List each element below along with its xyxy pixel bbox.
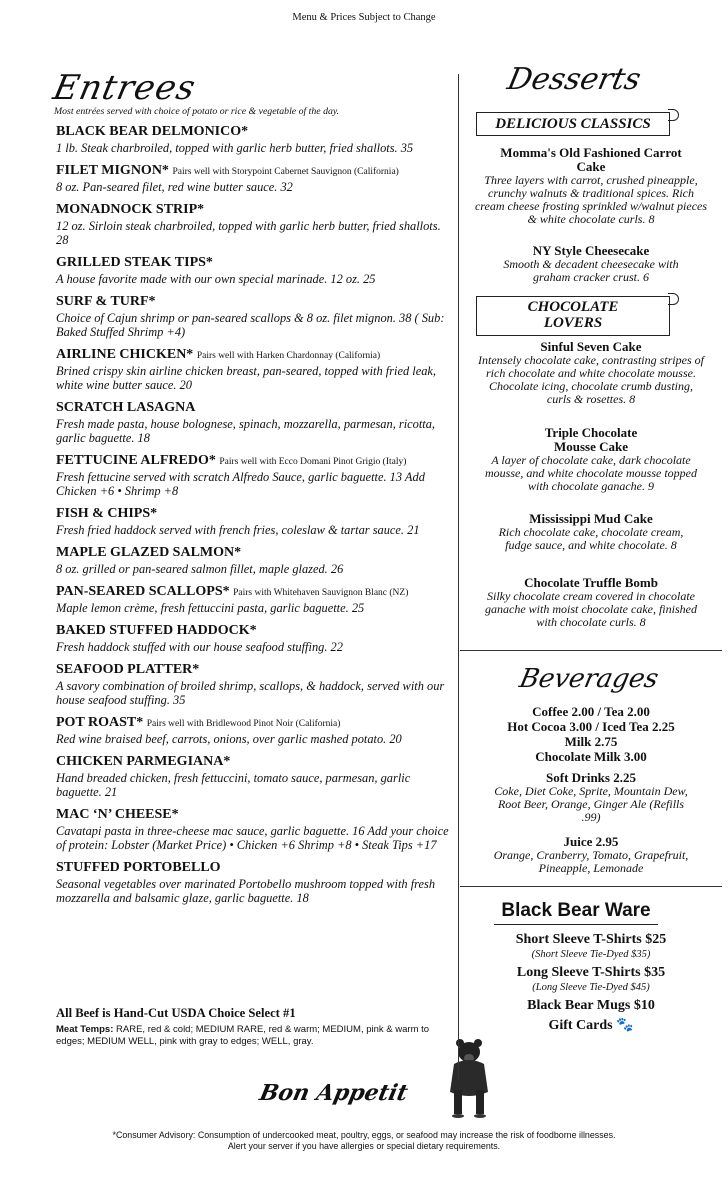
menu-item: PAN-SEARED SCALLOPS* Pairs with Whitehaven Sauvignon Blanc (NZ) Maple lemon crème, fresh fettuccini pasta, garlic baguette. 25 (56, 584, 409, 615)
menu-item: POT ROAST* Pairs well with Bridlewood Pinot Noir (California) Red wine braised beef, carrots, onions, over garlic mashed potato. 20 (56, 715, 402, 746)
paw-print-icon: 🐾 (616, 1018, 634, 1033)
menu-item: BLACK BEAR DELMONICO* 1 lb. Steak charbroiled, topped with garlic herb butter, fried shallots. 35 (56, 124, 414, 155)
dessert-item: Momma's Old Fashioned Carrot Cake Three layers with carrot, crushed pineapple, crunchy walnuts & traditional spices. Rich cream cheese frosting sprinkled w/walnut pieces & white chocolate curls. 8 (474, 145, 708, 226)
column-divider (458, 74, 459, 1080)
chocolate-lovers-banner: CHOCOLATE LOVERS (476, 296, 670, 336)
consumer-advisory: *Consumer Advisory: Consumption of undercooked meat, poultry, eggs, or seafood may increase the risk of foodborne illnesses. Alert your server if you have allergies or special dietary requirements. (112, 1130, 616, 1151)
section-divider (460, 886, 722, 887)
ware-list: Short Sleeve T-Shirts $25 (Short Sleeve Tie-Dyed $35) Long Sleeve T-Shirts $35 (Long Sleeve Tie-Dyed $45) Black Bear Mugs $10 Gift Cards 🐾 (515, 932, 667, 1033)
entrees-title: Entrees (49, 68, 200, 108)
price-change-note: Menu & Prices Subject to Change (292, 12, 436, 23)
ware-title: Black Bear Ware (494, 900, 658, 925)
bon-appetit: Bon Appetit (257, 1080, 411, 1106)
dessert-item: Sinful Seven Cake Intensely chocolate cake, contrasting stripes of rich chocolate and white chocolate mousse. Chocolate icing, chocolate crumb dusting, curls & rosettes. 8 (478, 339, 704, 406)
menu-item: BAKED STUFFED HADDOCK* Fresh haddock stuffed with our house seafood stuffing. 22 (56, 623, 343, 654)
beverage-line: Coffee 2.00 / Tea 2.00 (532, 704, 650, 719)
dessert-item: Chocolate Truffle Bomb Silky chocolate cream covered in chocolate ganache with moist chocolate cake, finished with chocolate curls. 8 (485, 575, 697, 629)
beverage-list (464, 704, 718, 764)
dessert-item: NY Style Cheesecake Smooth & decadent cheesecake with graham cracker crust. 6 (503, 243, 679, 284)
classics-banner: DELICIOUS CLASSICS (476, 112, 670, 136)
menu-item: SEAFOOD PLATTER* A savory combination of broiled shrimp, scallops, & haddock, served with our house seafood stuffing. 35 (56, 662, 445, 707)
menu-item: MONADNOCK STRIP* 12 oz. Sirloin steak charbroiled, topped with garlic herb butter, fried shallots. 28 (56, 202, 441, 247)
beverage-line: Hot Cocoa 3.00 / Iced Tea 2.25 (507, 719, 675, 734)
entrees-subtitle: Most entrées served with choice of potato or rice & vegetable of the day. (54, 106, 340, 117)
beverage-line: Milk 2.75 (564, 734, 618, 749)
bear-illustration-icon (444, 1030, 494, 1120)
beverages-title: Beverages (516, 664, 662, 694)
dessert-item: Mississippi Mud Cake Rich chocolate cake, chocolate cream, fudge sauce, and white chocolate. 8 (498, 511, 684, 552)
soft-drinks: Soft Drinks 2.25 Coke, Diet Coke, Sprite, Mountain Dew, Root Beer, Orange, Ginger Ale (Refills .99) (494, 770, 688, 824)
menu-item: CHICKEN PARMEGIANA* Hand breaded chicken, fresh fettuccini, tomato sauce, parmesan, garlic baguette. 21 (56, 754, 411, 799)
meat-temps: Meat Temps: RARE, red & cold; MEDIUM RARE, red & warm; MEDIUM, pink & warm to edges; MEDIUM WELL, pink with gray to edges; WELL, gray. (56, 1024, 430, 1047)
beverage-line: Chocolate Milk 3.00 (535, 749, 647, 764)
juice: Juice 2.95 Orange, Cranberry, Tomato, Grapefruit, Pineapple, Lemonade (493, 834, 689, 875)
menu-item: FETTUCINE ALFREDO* Pairs well with Ecco Domani Pinot Grigio (Italy) Fresh fettucine served with scratch Alfredo Sauce, garlic baguette. 13 Add Chicken +6 • Shrimp +8 (56, 453, 425, 498)
menu-item: MAC ‘N’ CHEESE* Cavatapi pasta in three-cheese mac sauce, garlic baguette. 16 Add your choice of protein: Lobster (Market Price) • Chicken +6 Shrimp +8 • Steak Tips +17 (56, 807, 449, 852)
section-divider (460, 650, 722, 651)
menu-item: FILET MIGNON* Pairs well with Storypoint Cabernet Sauvignon (California) 8 oz. Pan-seared filet, red wine butter sauce. 32 (56, 163, 399, 194)
menu-item: MAPLE GLAZED SALMON* 8 oz. grilled or pan-seared salmon fillet, maple glazed. 26 (56, 545, 344, 576)
menu-item: SURF & TURF* Choice of Cajun shrimp or pan-seared scallops & 8 oz. filet mignon. 38 ( Sub: Baked Stuffed Shrimp +4) (56, 294, 445, 339)
menu-item: GRILLED STEAK TIPS* A house favorite made with our own special marinade. 12 oz. 25 (56, 255, 376, 286)
menu-item: STUFFED PORTOBELLO Seasonal vegetables over marinated Portobello mushroom topped with fresh mozzarella and balsamic glaze, garlic baguette. 18 (56, 860, 436, 905)
menu-item: FISH & CHIPS* Fresh fried haddock served with french fries, coleslaw & tartar sauce. 21 (56, 506, 420, 537)
menu-item: SCRATCH LASAGNA Fresh made pasta, house bolognese, spinach, mozzarella, parmesan, ricotta, garlic baguette. 18 (56, 400, 436, 445)
dessert-item: Triple Chocolate Mousse Cake A layer of chocolate cake, dark chocolate mousse, and white chocolate mousse topped with chocolate ganache. 9 (485, 425, 697, 493)
menu-item: AIRLINE CHICKEN* Pairs well with Harken Chardonnay (California) Brined crispy skin airline chicken breast, pan-seared, topped with fried leak, white wine butter sauce. 20 (56, 347, 437, 392)
beef-heading: All Beef is Hand-Cut USDA Choice Select #1 (56, 1006, 296, 1020)
desserts-title: Desserts (504, 62, 644, 97)
entrees-list (56, 124, 456, 913)
